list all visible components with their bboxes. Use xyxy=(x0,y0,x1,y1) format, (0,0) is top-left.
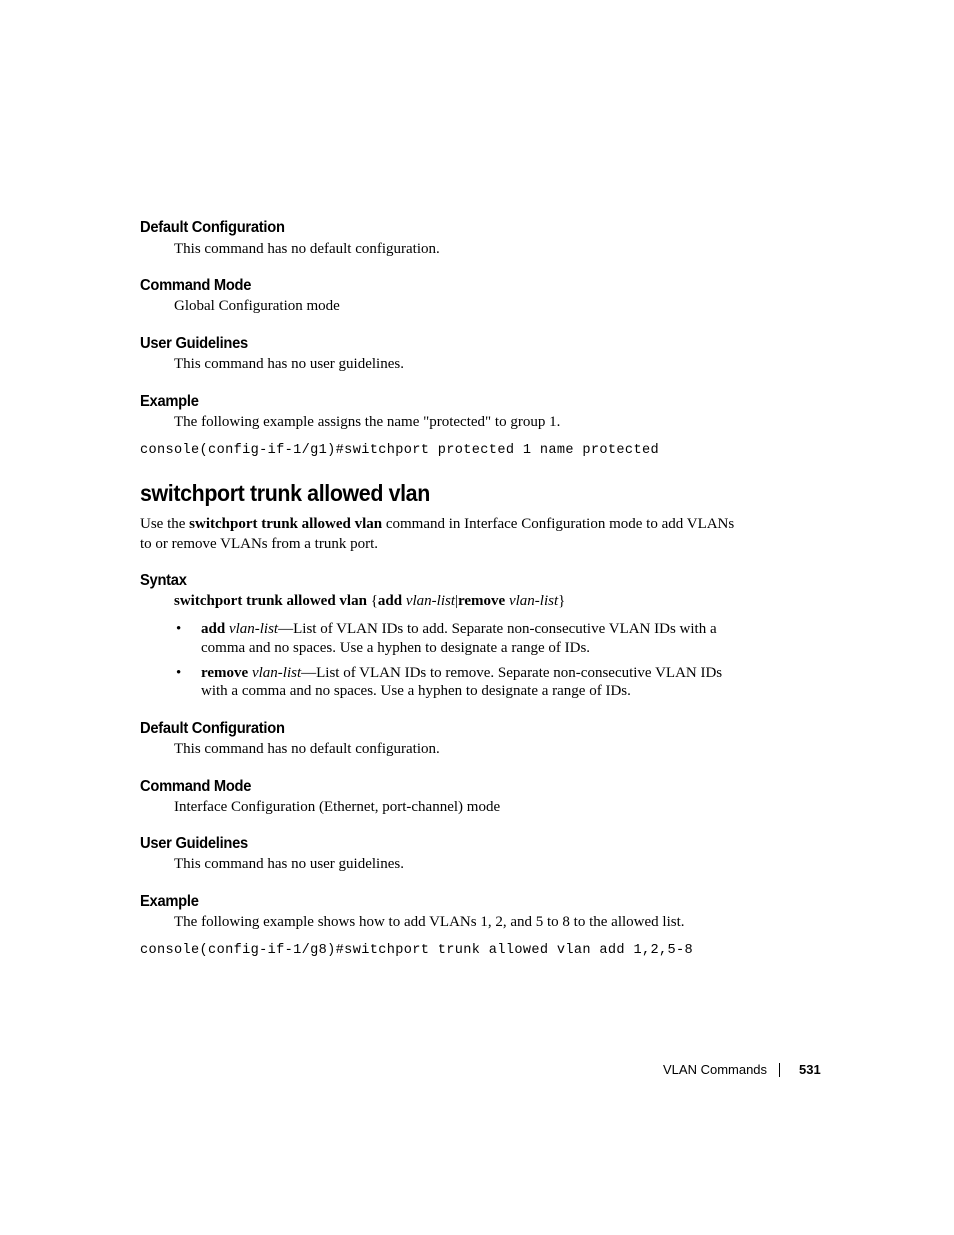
syntax-brace-open: { xyxy=(366,593,378,609)
default-config-heading: Default Configuration xyxy=(140,219,285,236)
user-guidelines-heading: User Guidelines xyxy=(140,835,248,852)
command-mode-heading: Command Mode xyxy=(140,778,252,795)
command-intro xyxy=(140,516,734,533)
intro-command: switchport trunk allowed vlan xyxy=(189,516,383,532)
command-title: switchport trunk allowed vlan xyxy=(140,480,430,506)
example-heading: Example xyxy=(140,893,199,910)
intro-prefix: Use the xyxy=(140,516,190,532)
command-mode-heading: Command Mode xyxy=(140,277,252,294)
bullet-icon: • xyxy=(176,665,182,681)
command-mode-text: Interface Configuration (Ethernet, port-channel) mode xyxy=(174,799,501,815)
syntax-pipe: | xyxy=(455,593,459,609)
syntax-add-param: vlan-list xyxy=(405,593,455,609)
footer-section-name: VLAN Commands xyxy=(663,1062,768,1077)
syntax-command: switchport trunk allowed vlan xyxy=(174,593,367,609)
intro-suffix: command in Interface Configuration mode to add VLANs xyxy=(382,516,735,532)
page-number: 531 xyxy=(799,1062,821,1077)
footer-separator xyxy=(779,1063,780,1077)
command-intro-line2: to or remove VLANs from a trunk port. xyxy=(140,536,379,552)
bullet-add-param: vlan-list xyxy=(228,621,279,637)
user-guidelines-text: This command has no user guidelines. xyxy=(174,856,404,872)
bullet-add-line2: comma and no spaces. Use a hyphen to designate a range of IDs. xyxy=(201,640,591,656)
syntax-add-keyword: add xyxy=(377,593,403,609)
example-code: console(config-if-1/g8)#switchport trunk allowed vlan add 1,2,5-8 xyxy=(140,943,693,958)
default-config-text: This command has no default configuration. xyxy=(174,741,440,757)
bullet-remove-desc: —List of VLAN IDs to remove. Separate non-consecutive VLAN IDs xyxy=(301,665,723,681)
example-text: The following example shows how to add VLANs 1, 2, and 5 to 8 to the allowed list. xyxy=(174,914,685,930)
syntax-remove-param: vlan-list xyxy=(508,593,559,609)
user-guidelines-heading: User Guidelines xyxy=(140,335,248,352)
bullet-remove xyxy=(201,665,722,682)
bullet-icon: • xyxy=(176,621,182,637)
bullet-remove-param: vlan-list xyxy=(251,665,302,681)
syntax-brace-close: } xyxy=(558,593,566,609)
command-mode-text: Global Configuration mode xyxy=(174,298,340,314)
default-config-heading: Default Configuration xyxy=(140,720,285,737)
user-guidelines-text: This command has no user guidelines. xyxy=(174,356,404,372)
syntax-remove-keyword: remove xyxy=(458,593,506,609)
syntax-line xyxy=(174,593,565,610)
bullet-add-keyword: add xyxy=(201,621,226,637)
example-heading: Example xyxy=(140,393,199,410)
bullet-add xyxy=(201,621,717,638)
syntax-heading: Syntax xyxy=(140,572,187,589)
bullet-remove-line2: with a comma and no spaces. Use a hyphen to designate a range of IDs. xyxy=(201,683,631,699)
bullet-add-desc: —List of VLAN IDs to add. Separate non-consecutive VLAN IDs with a xyxy=(278,621,717,637)
bullet-remove-keyword: remove xyxy=(201,665,249,681)
example-text: The following example assigns the name "protected" to group 1. xyxy=(174,414,561,430)
example-code: console(config-if-1/g1)#switchport protected 1 name protected xyxy=(140,443,659,458)
default-config-text: This command has no default configuration. xyxy=(174,241,440,257)
